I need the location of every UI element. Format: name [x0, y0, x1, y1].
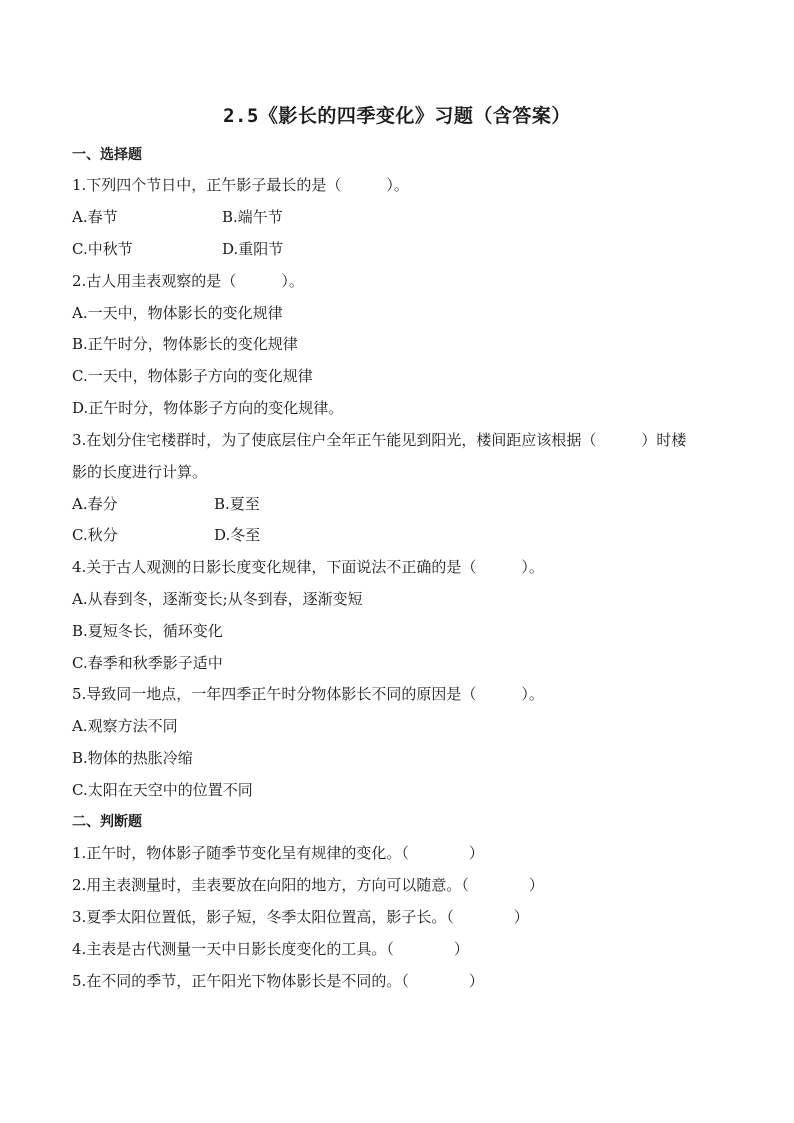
question-2-option-b: B.正午时分，物体影长的变化规律	[72, 335, 298, 353]
question-1-option-c: C.中秋节	[72, 240, 133, 258]
question-2-stem: 2.古人用圭表观察的是（ ）。	[72, 272, 304, 290]
document-title: 2.5《影长的四季变化》习题（含答案）	[223, 105, 571, 127]
question-3-option-b: B.夏至	[214, 495, 260, 513]
judge-item-3: 3.夏季太阳位置低，影子短，冬季太阳位置高，影子长。（ ）	[72, 908, 529, 926]
section-heading-judge: 二、判断题	[72, 814, 142, 830]
question-2-option-d: D.正午时分，物体影子方向的变化规律。	[72, 399, 344, 417]
judge-item-2: 2.用主表测量时，圭表要放在向阳的地方，方向可以随意。（ ）	[72, 876, 544, 894]
judge-item-4: 4.主表是古代测量一天中日影长度变化的工具。（ ）	[72, 940, 469, 958]
question-1-option-a: A.春节	[72, 208, 118, 226]
judge-item-1: 1.正午时，物体影子随季节变化呈有规律的变化。（ ）	[72, 844, 484, 862]
question-4-stem: 4.关于古人观测的日影长度变化规律，下面说法不正确的是（ ）。	[72, 558, 544, 576]
question-3-option-d: D.冬至	[214, 526, 261, 544]
question-2-option-c: C.一天中，物体影子方向的变化规律	[72, 367, 313, 385]
question-5-stem: 5.导致同一地点，一年四季正午时分物体影长不同的原因是（ ）。	[72, 685, 544, 703]
section-heading-choice: 一、选择题	[72, 147, 142, 163]
question-1-option-b: B.端午节	[222, 208, 283, 226]
question-3-stem-line-2: 影的长度进行计算。	[72, 463, 208, 481]
question-3-option-a: A.春分	[72, 495, 118, 513]
question-4-option-b: B.夏短冬长，循环变化	[72, 622, 223, 640]
question-5-option-b: B.物体的热胀冷缩	[72, 749, 193, 767]
question-1-stem: 1.下列四个节日中，正午影子最长的是（ ）。	[72, 176, 409, 194]
question-4-option-c: C.春季和秋季影子适中	[72, 654, 223, 672]
judge-item-5: 5.在不同的季节，正午阳光下物体影长是不同的。（ ）	[72, 972, 484, 990]
question-3-stem-line-1: 3.在划分住宅楼群时，为了使底层住户全年正午能见到阳光，楼间距应该根据（ ）时楼	[72, 431, 687, 449]
question-5-option-a: A.观察方法不同	[72, 717, 178, 735]
question-3-option-c: C.秋分	[72, 526, 118, 544]
question-4-option-a: A.从春到冬，逐渐变长;从冬到春，逐渐变短	[72, 590, 363, 608]
question-2-option-a: A.一天中，物体影长的变化规律	[72, 304, 283, 322]
question-1-option-d: D.重阳节	[222, 240, 284, 258]
question-5-option-c: C.太阳在天空中的位置不同	[72, 781, 253, 799]
